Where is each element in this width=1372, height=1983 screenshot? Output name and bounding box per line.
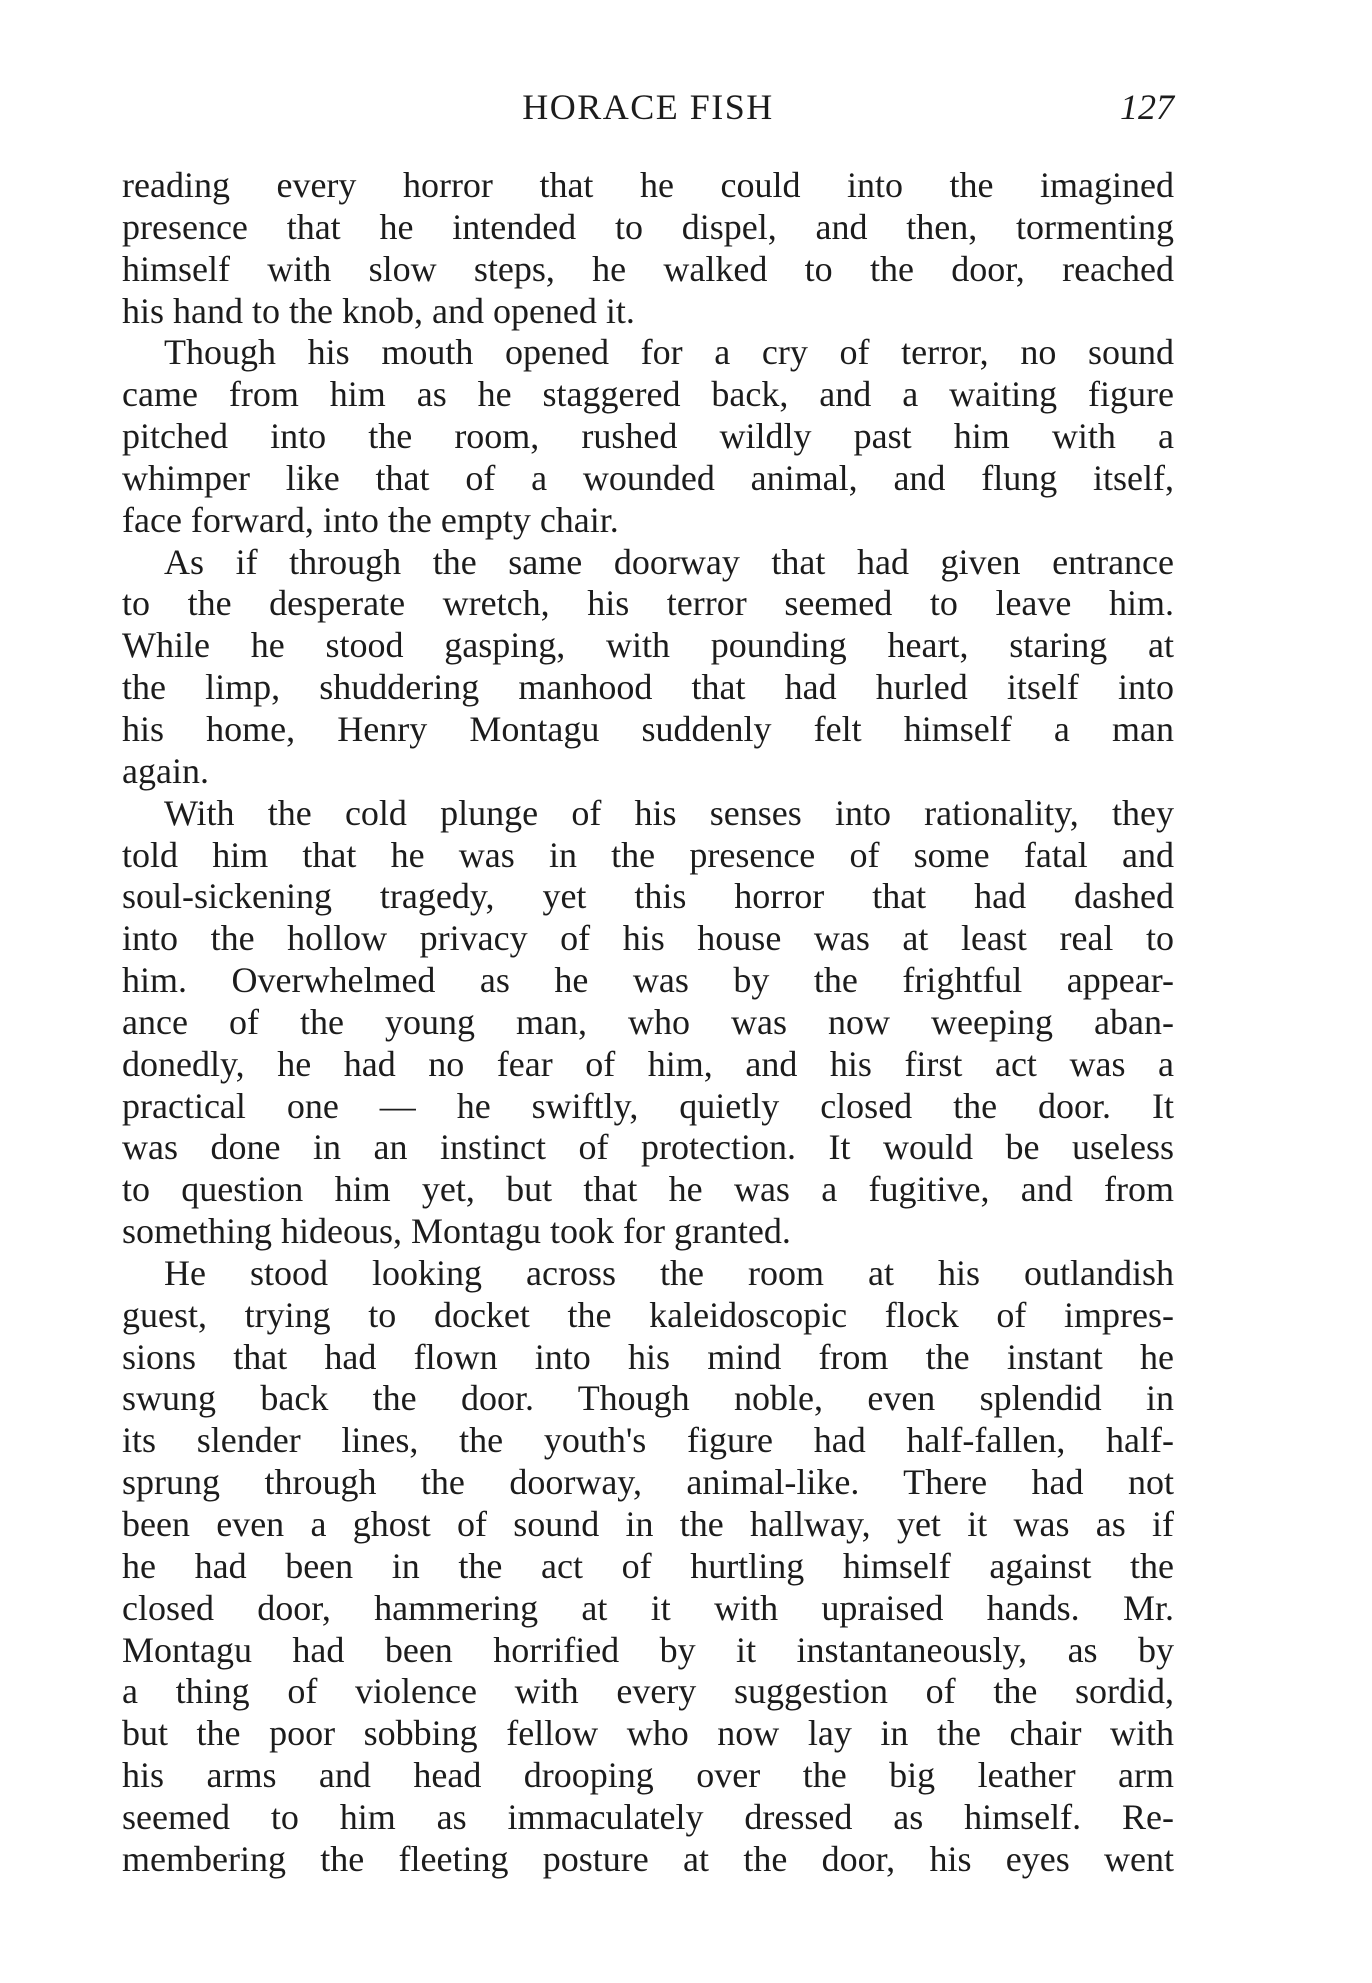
text-line: him. Overwhelmed as he was by the frightful appear-	[122, 960, 1174, 1001]
text-line: With the cold plunge of his senses into rationality, they	[164, 792, 1174, 833]
text-line: He stood looking across the room at his outlandish	[164, 1252, 1174, 1293]
text-line: its slender lines, the youth's figure had half-fallen, half-	[122, 1420, 1174, 1461]
body-text	[122, 165, 1174, 1881]
text-line: sprung through the doorway, animal-like. There had not	[122, 1462, 1174, 1503]
text-line: to question him yet, but that he was a fugitive, and from	[122, 1169, 1174, 1210]
text-line: presence that he intended to dispel, and then, tormenting	[122, 206, 1174, 247]
text-line: into the hollow privacy of his house was at least real to	[122, 918, 1174, 959]
page-number: 127	[1120, 87, 1174, 127]
text-line: soul-sickening tragedy, yet this horror that had dashed	[122, 876, 1174, 917]
running-title: HORACE FISH	[522, 87, 774, 127]
text-line: pitched into the room, rushed wildly past him with a	[122, 416, 1174, 457]
text-line: practical one — he swiftly, quietly closed the door. It	[122, 1085, 1174, 1126]
text-line: been even a ghost of sound in the hallway, yet it was as if	[122, 1504, 1174, 1544]
text-line: face forward, into the empty chair.	[122, 499, 619, 540]
text-line: membering the fleeting posture at the door, his eyes went	[122, 1838, 1174, 1879]
text-line: seemed to him as immaculately dressed as himself. Re-	[122, 1796, 1174, 1837]
text-line: While he stood gasping, with pounding heart, staring at	[122, 625, 1174, 666]
text-line: ance of the young man, who was now weeping aban-	[122, 1001, 1174, 1042]
text-line: reading every horror that he could into the imagined	[122, 165, 1174, 205]
page-header	[122, 82, 1174, 132]
text-line: sions that had flown into his mind from the instant he	[122, 1336, 1174, 1377]
text-line: something hideous, Montagu took for granted.	[122, 1211, 791, 1252]
text-line: whimper like that of a wounded animal, and flung itself,	[122, 457, 1174, 498]
text-line: As if through the same doorway that had given entrance	[164, 541, 1174, 582]
text-line: he had been in the act of hurtling himself against the	[122, 1545, 1174, 1586]
text-line: but the poor sobbing fellow who now lay in the chair with	[122, 1713, 1174, 1754]
text-line: Though his mouth opened for a cry of terror, no sound	[164, 332, 1174, 373]
text-line: his arms and head drooping over the big leather arm	[122, 1755, 1174, 1796]
text-line: guest, trying to docket the kaleidoscopic flock of impres-	[122, 1294, 1174, 1335]
text-line: his home, Henry Montagu suddenly felt himself a man	[122, 708, 1174, 749]
text-line: donedly, he had no fear of him, and his first act was a	[122, 1043, 1174, 1084]
text-line: swung back the door. Though noble, even splendid in	[122, 1378, 1174, 1419]
text-line: was done in an instinct of protection. It would be useless	[122, 1127, 1174, 1168]
text-line: closed door, hammering at it with upraised hands. Mr.	[122, 1587, 1174, 1628]
text-line: Montagu had been horrified by it instantaneously, as by	[122, 1629, 1174, 1670]
text-line: again.	[122, 750, 209, 791]
text-line: himself with slow steps, he walked to the door, reached	[122, 248, 1174, 289]
text-line: came from him as he staggered back, and a waiting figure	[122, 374, 1174, 415]
text-line: a thing of violence with every suggestion of the sordid,	[122, 1671, 1174, 1712]
text-line: to the desperate wretch, his terror seemed to leave him.	[122, 583, 1174, 624]
text-line: his hand to the knob, and opened it.	[122, 290, 635, 331]
text-line: told him that he was in the presence of some fatal and	[122, 834, 1174, 875]
text-line: the limp, shuddering manhood that had hurled itself into	[122, 667, 1174, 708]
